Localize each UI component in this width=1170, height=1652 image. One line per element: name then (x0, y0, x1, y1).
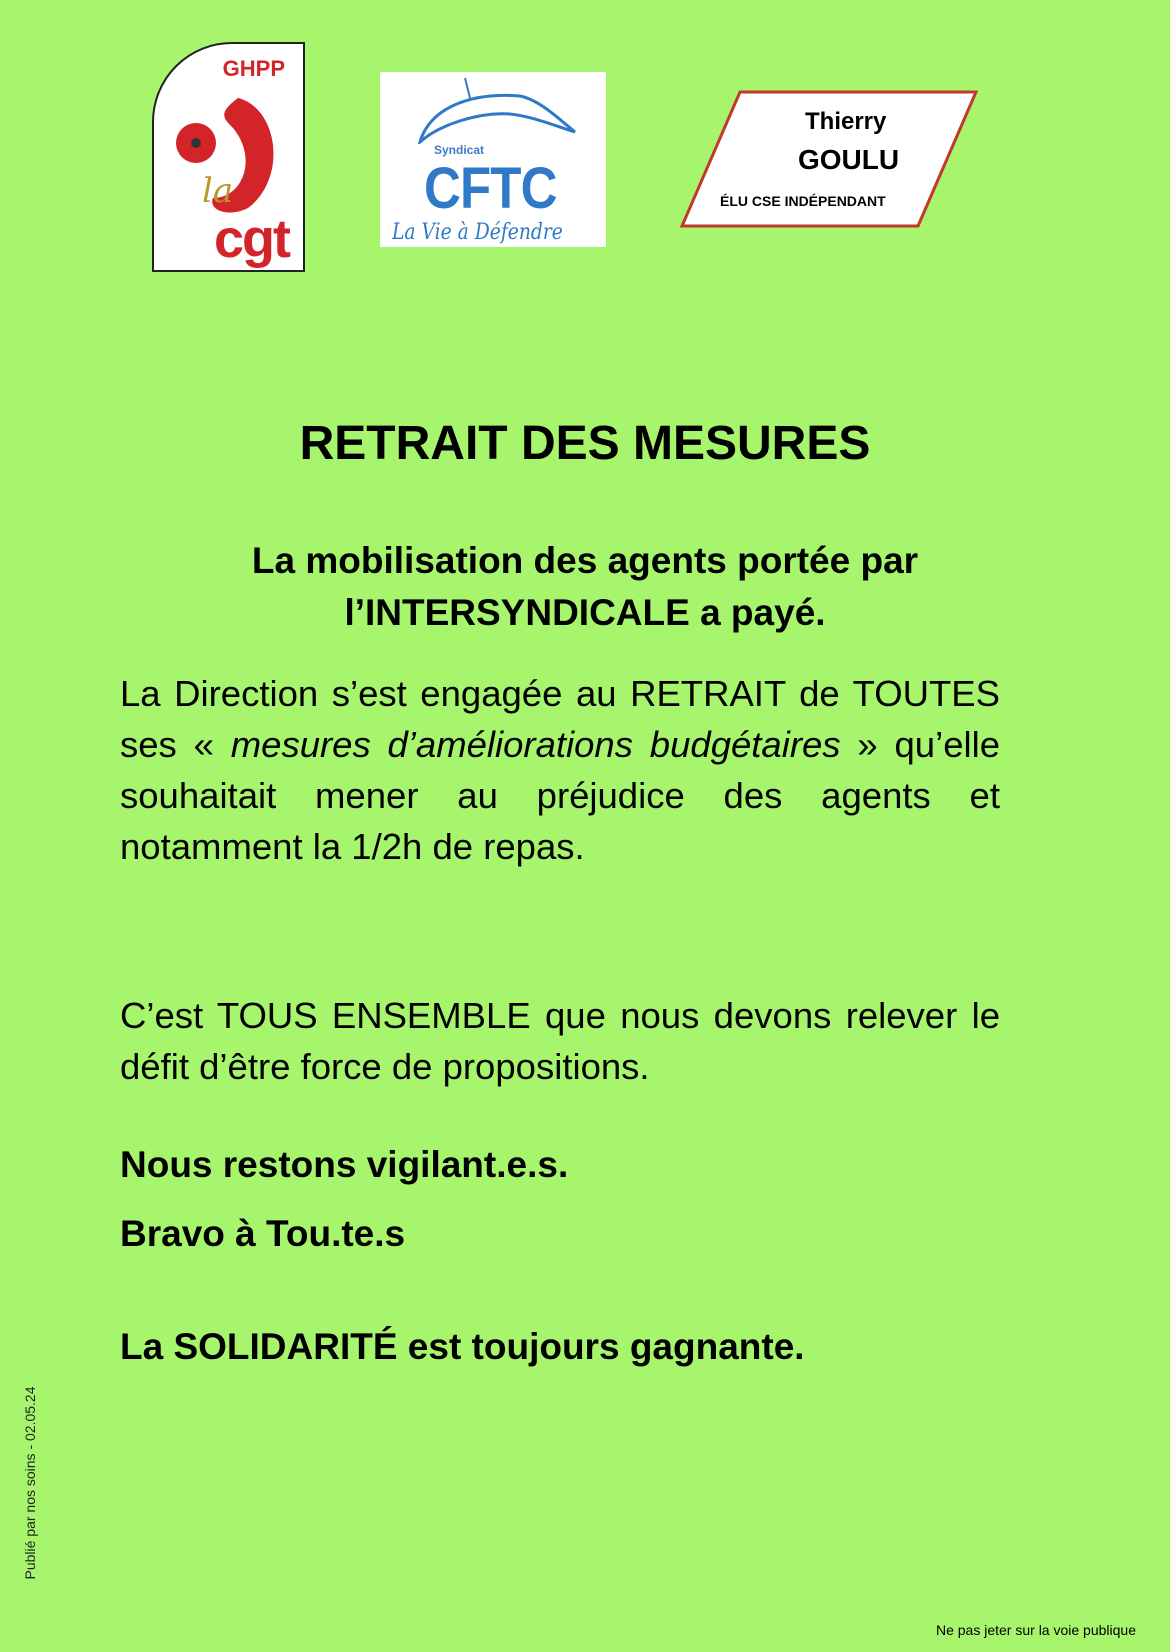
footer-note: Ne pas jeter sur la voie publique (935, 1622, 1136, 1638)
line-vigilant: Nous restons vigilant.e.s. (120, 1144, 569, 1185)
subtitle-line-1: La mobilisation des agents portée par (251, 540, 919, 581)
subtitle-line-2: l’INTERSYNDICALE a payé. (344, 592, 826, 633)
goulu-last-name: GOULU (798, 144, 900, 175)
para1-text-b: » qu’elle souhaitait mener au préjudice des agents et notamment la 1/2h de repas. (120, 724, 1001, 867)
para1-text-a: La Direction s’est engagée au RETRAIT de TOUTES ses « (120, 673, 1000, 765)
cgt-logo-la: la (202, 171, 234, 211)
cftc-logo (380, 72, 606, 247)
cgt-logo (152, 42, 305, 272)
line-solidarite: La SOLIDARITÉ est toujours gagnante. (120, 1326, 805, 1367)
cgt-logo-ghpp: GHPP (222, 56, 285, 81)
para1-emphasis: mesures d’améliorations budgétaires (230, 724, 841, 765)
cftc-logo-slogan: La Vie à Défendre (392, 220, 563, 245)
subtitle (100, 535, 1070, 639)
goulu-first-name: Thierry (805, 108, 887, 135)
goulu-logo (680, 90, 980, 230)
paragraph-direction (120, 668, 1000, 872)
page-title: RETRAIT DES MESURES (299, 417, 871, 470)
dove-icon (410, 78, 580, 144)
cftc-logo-syndicat: Syndicat (434, 143, 485, 157)
side-publication-note: Publié par nos soins - 02.05.24 (22, 1386, 38, 1580)
cftc-logo-name: CFTC (424, 156, 557, 221)
goulu-role: ÉLU CSE INDÉPENDANT (720, 193, 886, 209)
cgt-logo-name: cgt (214, 209, 289, 269)
paragraph-ensemble: C’est TOUS ENSEMBLE que nous devons relever le défit d’être force de propositions. (120, 995, 1000, 1087)
line-bravo: Bravo à Tou.te.s (120, 1213, 406, 1254)
